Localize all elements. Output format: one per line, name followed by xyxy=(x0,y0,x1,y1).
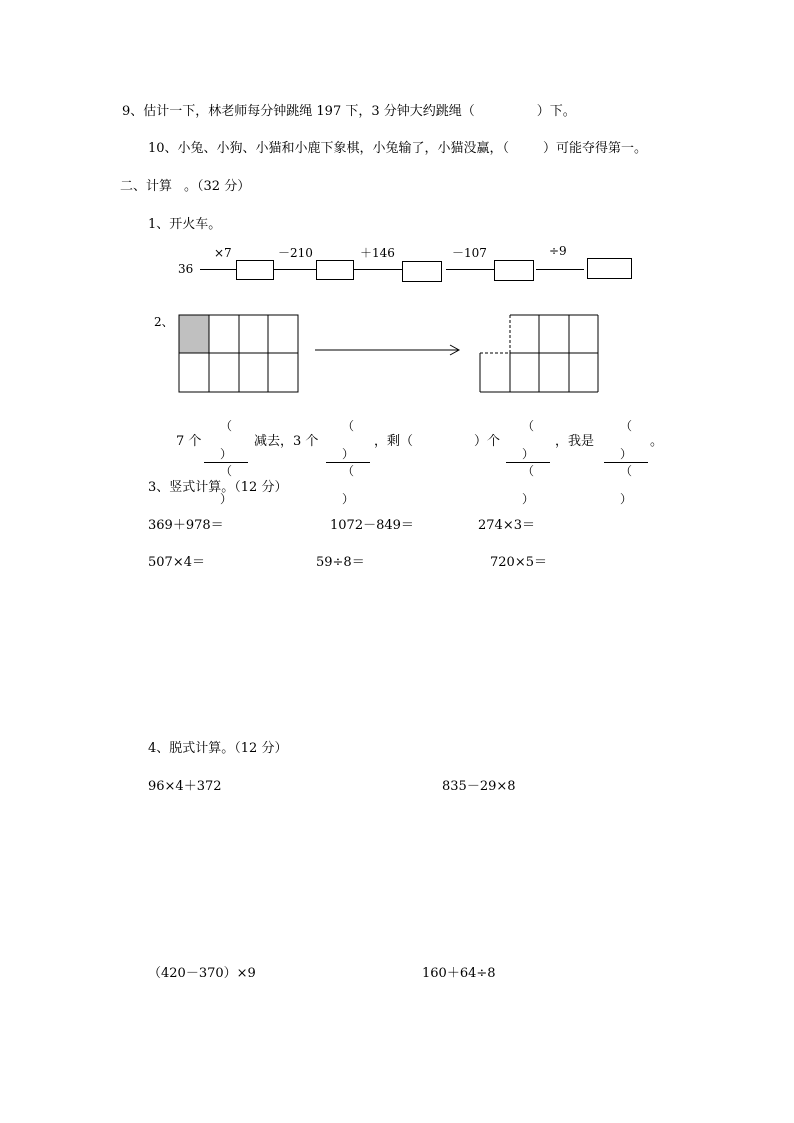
vertical-calc-problem: 59÷8＝ xyxy=(316,555,365,570)
step-calc-problem: 160＋64÷8 xyxy=(422,966,496,981)
sub-question-1-title: 1、开火车。 xyxy=(148,217,222,232)
fraction-blank-3[interactable]: （ ） （ ） xyxy=(506,419,550,506)
sub-question-4-title: 4、脱式计算。（12 分） xyxy=(148,741,288,756)
shaded-cell xyxy=(179,315,209,353)
fraction-sheng: ，剩（ xyxy=(374,434,414,449)
step-calc-problem: （420－370）×9 xyxy=(148,966,256,981)
sub-question-3-title: 3、竖式计算。（12 分） xyxy=(148,480,288,495)
fraction-end: 。 xyxy=(650,434,664,449)
train-op-5: ÷9 xyxy=(549,244,567,258)
train-op-2: －210 xyxy=(278,246,313,260)
train-op-4: －107 xyxy=(452,246,487,260)
step-calc-problem: 835－29×8 xyxy=(442,779,516,794)
question-9-end: ）下。 xyxy=(536,104,576,119)
vertical-calc-problem: 507×4＝ xyxy=(148,555,205,570)
train-start-number: 36 xyxy=(178,262,194,276)
fraction-grid-diagram xyxy=(0,0,794,420)
sub-question-2-label: 2、 xyxy=(154,315,174,329)
vertical-calc-problem: 720×5＝ xyxy=(490,555,547,570)
section-2-title: 二、计算 xyxy=(120,179,173,194)
fraction-blank-4[interactable]: （ ） （ ） xyxy=(604,419,648,506)
step-calc-problem: 96×4＋372 xyxy=(148,779,222,794)
question-10-end: ）可能夺得第一。 xyxy=(543,141,648,156)
vertical-calc-problem: 274×3＝ xyxy=(478,518,535,533)
question-9-text: 9、估计一下，林老师每分钟跳绳 197 下，3 分钟大约跳绳（ xyxy=(122,104,475,119)
fraction-jianqu: 减去，3 个 xyxy=(254,434,319,449)
section-2-score: 。（32 分） xyxy=(184,179,251,194)
fraction-ge: ）个 xyxy=(474,434,501,449)
question-10-text: 10、小兔、小狗、小猫和小鹿下象棋，小兔输了，小猫没赢，（ xyxy=(148,141,510,156)
train-op-3: ＋146 xyxy=(360,246,395,260)
fraction-seven-ge: 7 个 xyxy=(176,434,202,449)
vertical-calc-problem: 1072－849＝ xyxy=(330,518,414,533)
fraction-woshi: ，我是 xyxy=(555,434,595,449)
fraction-blank-1[interactable]: （ ） （ ） xyxy=(204,419,248,506)
fraction-blank-2[interactable]: （ ） （ ） xyxy=(326,419,370,506)
vertical-calc-problem: 369＋978＝ xyxy=(148,518,224,533)
train-op-1: ×7 xyxy=(214,246,232,260)
